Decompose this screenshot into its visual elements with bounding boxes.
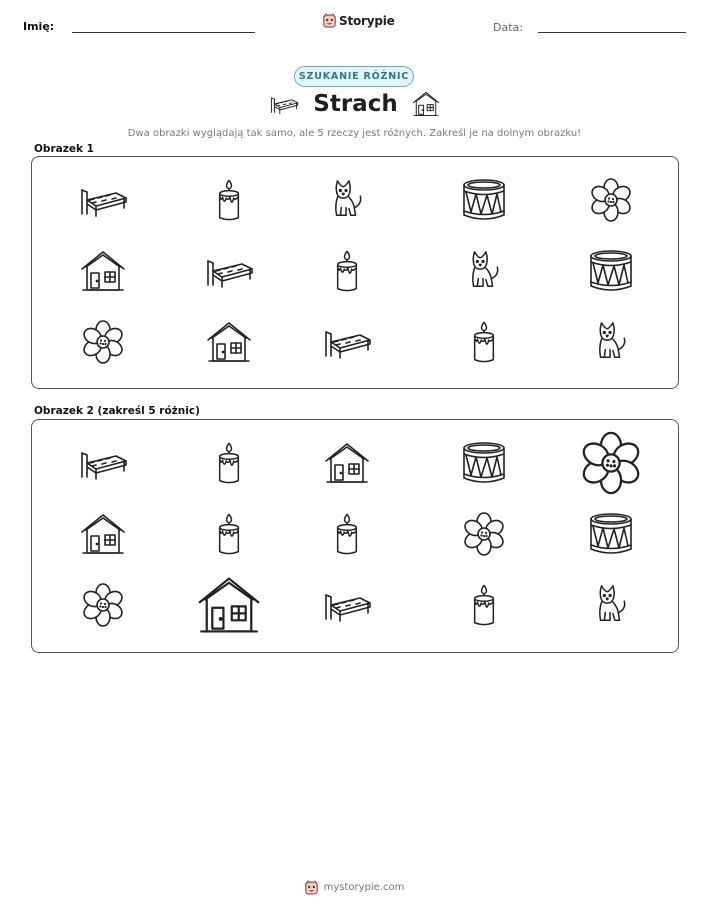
bed-icon[interactable]	[78, 443, 128, 483]
house-icon	[80, 249, 126, 293]
candle-icon[interactable]	[215, 511, 243, 557]
dog-icon[interactable]	[592, 581, 630, 629]
worksheet-type-badge: SZUKANIE RÓŻNIC	[294, 66, 414, 87]
picture1-panel	[31, 156, 679, 389]
storypie-logo-icon	[323, 13, 336, 28]
picture2-label: Obrazek 2 (zakreśl 5 różnic)	[34, 405, 200, 417]
picture2-panel[interactable]	[31, 419, 679, 653]
flower-icon	[80, 319, 126, 365]
candle-icon	[215, 177, 243, 223]
drum-icon	[588, 248, 634, 294]
candle-icon	[470, 319, 498, 365]
bed-icon	[322, 322, 372, 362]
brand-name: Storypie	[339, 13, 395, 28]
house-icon	[206, 320, 252, 364]
page-title: Strach	[313, 91, 398, 117]
flower-icon[interactable]	[461, 511, 507, 557]
date-line[interactable]	[538, 32, 686, 33]
title-row	[0, 90, 709, 118]
drum-icon[interactable]	[588, 511, 634, 557]
name-line[interactable]	[72, 32, 255, 33]
house-icon[interactable]	[324, 441, 370, 485]
footer	[0, 880, 709, 895]
flower-icon	[588, 177, 634, 223]
house-icon[interactable]	[80, 512, 126, 556]
footer-url[interactable]: mystorypie.com	[323, 882, 405, 893]
house-icon[interactable]	[197, 573, 261, 637]
flower-icon[interactable]	[578, 430, 644, 496]
bed-icon[interactable]	[322, 585, 372, 625]
candle-icon[interactable]	[215, 440, 243, 486]
candle-icon[interactable]	[333, 511, 361, 557]
bed-icon	[204, 251, 254, 291]
candle-icon	[333, 248, 361, 294]
dog-icon	[592, 318, 630, 366]
storypie-logo-icon	[305, 880, 318, 895]
bed-icon	[269, 91, 299, 117]
candle-icon[interactable]	[470, 582, 498, 628]
instructions: Dwa obrazki wyglądają tak samo, ale 5 rzeczy jest różnych. Zakreśl je na dolnym obrazku!	[127, 128, 582, 139]
name-label: Imię:	[23, 20, 55, 33]
date-label: Data:	[493, 21, 523, 34]
house-icon	[412, 90, 440, 118]
flower-icon[interactable]	[80, 582, 126, 628]
bed-icon	[78, 180, 128, 220]
drum-icon	[461, 177, 507, 223]
dog-icon	[465, 247, 503, 295]
drum-icon[interactable]	[461, 440, 507, 486]
brand	[323, 13, 395, 28]
dog-icon	[328, 176, 366, 224]
picture1-label: Obrazek 1	[34, 143, 94, 155]
